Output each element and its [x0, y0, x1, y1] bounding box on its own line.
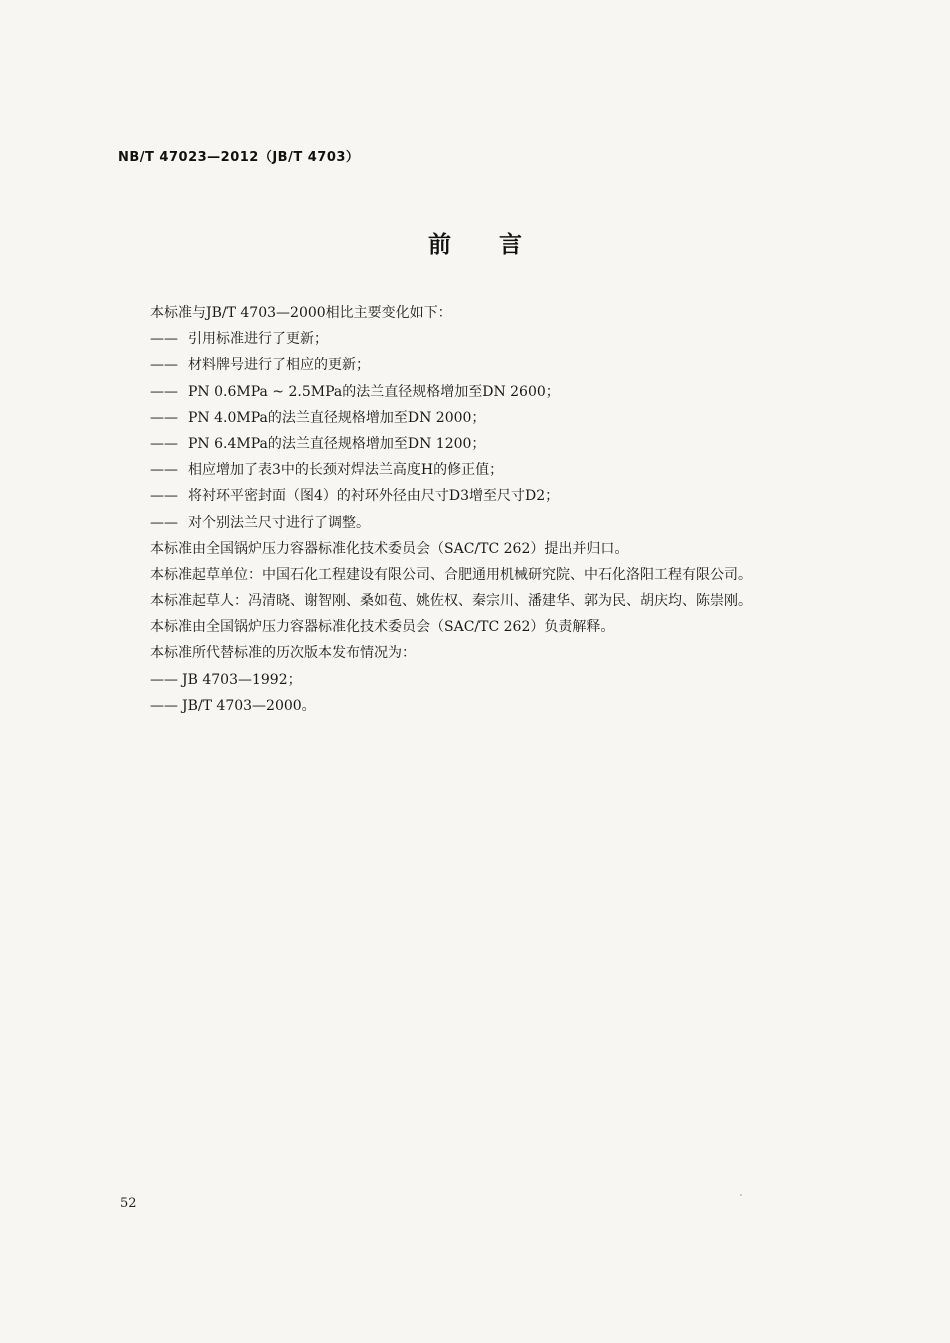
change-item: —— 引用标准进行了更新； — [150, 326, 870, 352]
preface-line: 本标准由全国锅炉压力容器标准化技术委员会（SAC/TC 262）提出并归口。 — [150, 540, 629, 557]
change-item: —— 相应增加了表3中的长颈对焊法兰高度H的修正值； — [150, 457, 870, 483]
dash-mark: —— — [150, 697, 178, 714]
scan-speck — [740, 1194, 742, 1196]
document-number-header: NB/T 47023—2012（JB/T 4703） — [118, 150, 360, 165]
dash-mark: —— — [150, 331, 178, 348]
dash-mark: —— — [150, 357, 178, 374]
dash-mark: —— — [150, 488, 178, 505]
dash-mark: —— — [150, 409, 178, 426]
change-item: —— 对个别法兰尺寸进行了调整。 — [150, 510, 870, 536]
change-item: —— PN 6.4MPa的法兰直径规格增加至DN 1200； — [150, 431, 870, 457]
dash-mark: —— — [150, 671, 178, 688]
page-title: 前言 — [428, 231, 570, 258]
version-item: —— JB/T 4703—2000。 — [150, 693, 870, 719]
change-item: —— 材料牌号进行了相应的更新； — [150, 352, 870, 378]
preface-line: 本标准起草人：冯清晓、谢智刚、桑如苞、姚佐权、秦宗川、潘建华、郭为民、胡庆均、陈崇刚。 — [150, 593, 752, 610]
preface-line: 本标准起草单位：中国石化工程建设有限公司、合肥通用机械研究院、中石化洛阳工程有限公司。 — [150, 566, 752, 583]
change-item: —— 将衬环平密封面（图4）的衬环外径由尺寸D3增至尺寸D2； — [150, 483, 870, 509]
preface-body — [150, 300, 870, 719]
preface-line: 本标准所代替标准的历次版本发布情况为： — [150, 645, 416, 662]
page-number: 52 — [120, 1196, 137, 1211]
version-item: —— JB 4703—1992； — [150, 667, 870, 693]
dash-mark: —— — [150, 514, 178, 531]
change-item: —— PN 0.6MPa ~ 2.5MPa的法兰直径规格增加至DN 2600； — [150, 379, 870, 405]
dash-mark: —— — [150, 383, 178, 400]
preface-line: 本标准与JB/T 4703—2000相比主要变化如下： — [150, 305, 452, 321]
preface-line: 本标准由全国锅炉压力容器标准化技术委员会（SAC/TC 262）负责解释。 — [150, 619, 615, 636]
dash-mark: —— — [150, 462, 178, 479]
change-item: —— PN 4.0MPa的法兰直径规格增加至DN 2000； — [150, 405, 870, 431]
dash-mark: —— — [150, 435, 178, 452]
